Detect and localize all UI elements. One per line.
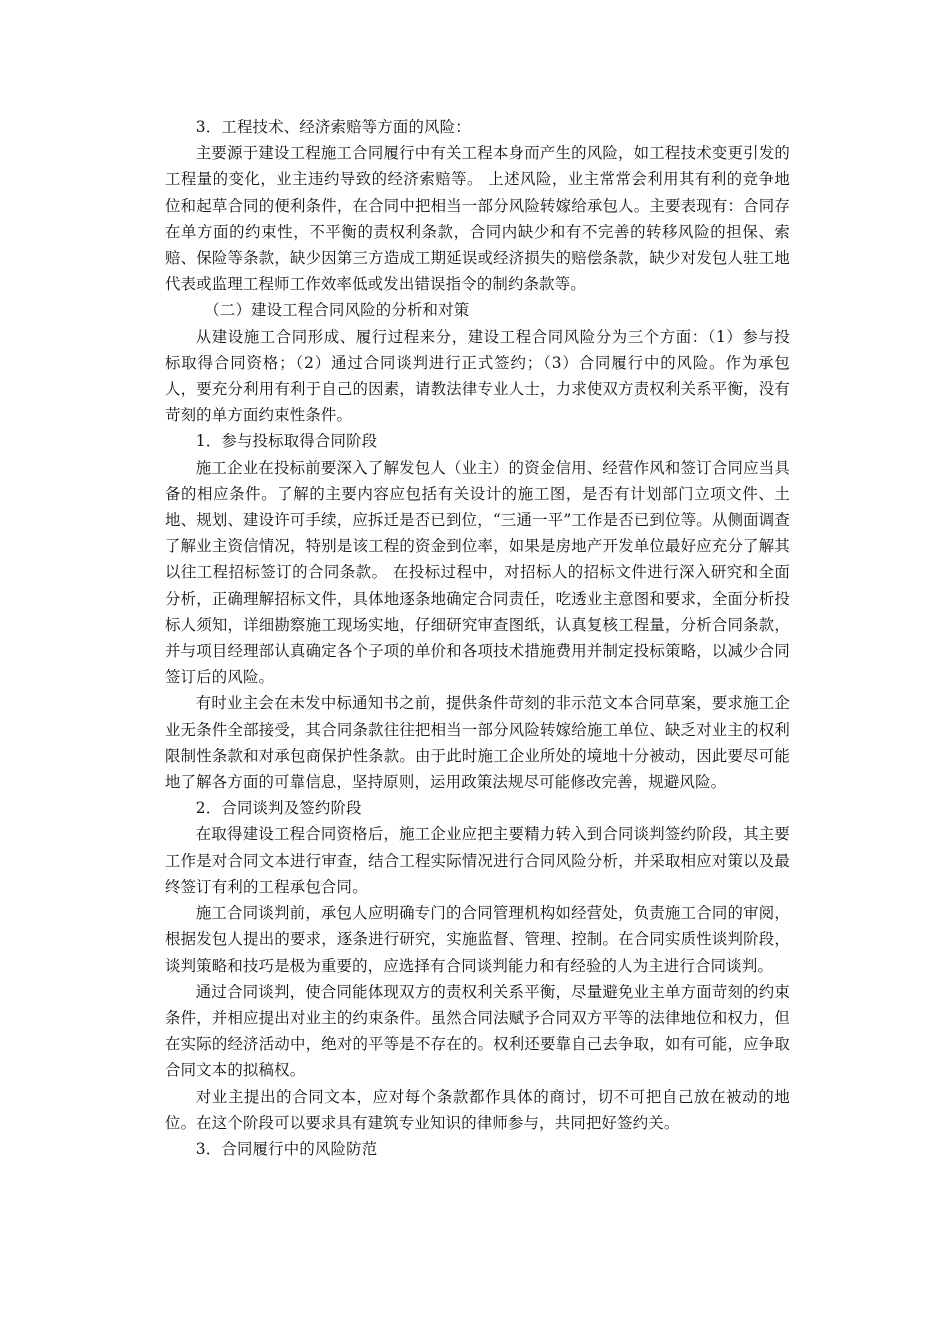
subheading-performance-risk: 3．合同履行中的风险防范 — [195, 1139, 378, 1158]
section-heading-risk-analysis: （二）建设工程合同风险的分析和对策 — [204, 301, 470, 320]
paragraph-negotiation-prep: 施工合同谈判前，承包人应明确专门的合同管理机构如经营处，负责施工合同的审阅，根据发包人提出的要求，逐条进行研究，实施监督、管理、控制。在合同实质性谈判阶段，谈判策略和技巧是极为重要的，应选择有合同谈判能力和有经验的人为主进行合同谈判。 — [165, 904, 790, 975]
paragraph-balance-rights: 通过合同谈判，使合同能体现双方的责权利关系平衡，尽量避免业主单方面苛刻的约束条件，并相应提出对业主的约束条件。虽然合同法赋予合同双方平等的法律地位和权力，但在实际的经济活动中，绝对的平等是不存在的。权利还要靠自己去争取，如有可能，应争取合同文本的拟稿权。 — [165, 982, 790, 1080]
paragraph-owner-contract-text: 对业主提出的合同文本，应对每个条款都作具体的商讨，切不可把自己放在被动的地位。在这个阶段可以要求具有建筑专业知识的律师参与，共同把好签约关。 — [165, 1087, 790, 1132]
paragraph-harsh-draft: 有时业主会在未发中标通知书之前，提供条件苛刻的非示范文本合同草案，要求施工企业无条件全部接受，其合同条款往往把相当一部分风险转嫁给施工单位、缺乏对业主的权利限制性条款和对承包商保护性条款。由于此时施工企业所处的境地十分被动，因此要尽可能地了解各方面的可靠信息，坚持原则，运用政策法规尽可能修改完善，规避风险。 — [165, 694, 790, 792]
subheading-bidding-stage: 1．参与投标取得合同阶段 — [195, 432, 378, 451]
paragraph-technical-risk-body: 主要源于建设工程施工合同履行中有关工程本身而产生的风险，如工程技术变更引发的工程量的变化，业主违约导致的经济索赔等。 上述风险，业主常常会利用其有利的竞争地位和起草合同的便利条件，在合同中把相当一部分风险转嫁给承包人。主要表现有：合同存在单方面的约束性，不平衡的责权利条款，合同内缺少和有不完善的转移风险的担保、索赔、保险等条款，缺少因第三方造成工期延误或经济损失的赔偿条款，缺少对发包人驻工地代表或监理工程师工作效率低或发出错误指令的制约条款等。 — [165, 144, 790, 294]
document-page — [165, 114, 790, 1162]
subheading-negotiation-stage: 2．合同谈判及签约阶段 — [195, 799, 362, 818]
paragraph-bidding-investigation: 施工企业在投标前要深入了解发包人（业主）的资金信用、经营作风和签订合同应当具备的相应条件。了解的主要内容应包括有关设计的施工图，是否有计划部门立项文件、土地、规划、建设许可手续，应拆迁是否已到位，“三通一平”工作是否已到位等。从侧面调查了解业主资信情况，特别是该工程的资金到位率，如果是房地产开发单位最好应充分了解其以往工程招标签订的合同条款。 在投标过程中，对招标人的招标文件进行深入研究和全面分析，正确理解招标文件，具体地逐条地确定合同责任，吃透业主意图和要求，全面分析投标人须知，详细勘察施工现场实地，仔细研究审查图纸，认真复核工程量，分析合同条款，并与项目经理部认真确定各个子项的单价和各项技术措施费用并制定投标策略，以减少合同签订后的风险。 — [165, 458, 790, 687]
section-heading-technical-risk: 3．工程技术、经济索赔等方面的风险： — [195, 118, 471, 136]
paragraph-risk-overview: 从建设施工合同形成、履行过程来分，建设工程合同风险分为三个方面：（1）参与投标取得合同资格；（2）通过合同谈判进行正式签约；（3）合同履行中的风险。作为承包人，要充分利用有利于自己的因素，请教法律专业人士，力求使双方责权利关系平衡，没有苛刻的单方面约束性条件。 — [165, 327, 790, 425]
paragraph-negotiation-focus: 在取得建设工程合同资格后，施工企业应把主要精力转入到合同谈判签约阶段，其主要工作是对合同文本进行审查，结合工程实际情况进行合同风险分析，并采取相应对策以及最终签订有利的工程承包合同。 — [165, 825, 790, 896]
